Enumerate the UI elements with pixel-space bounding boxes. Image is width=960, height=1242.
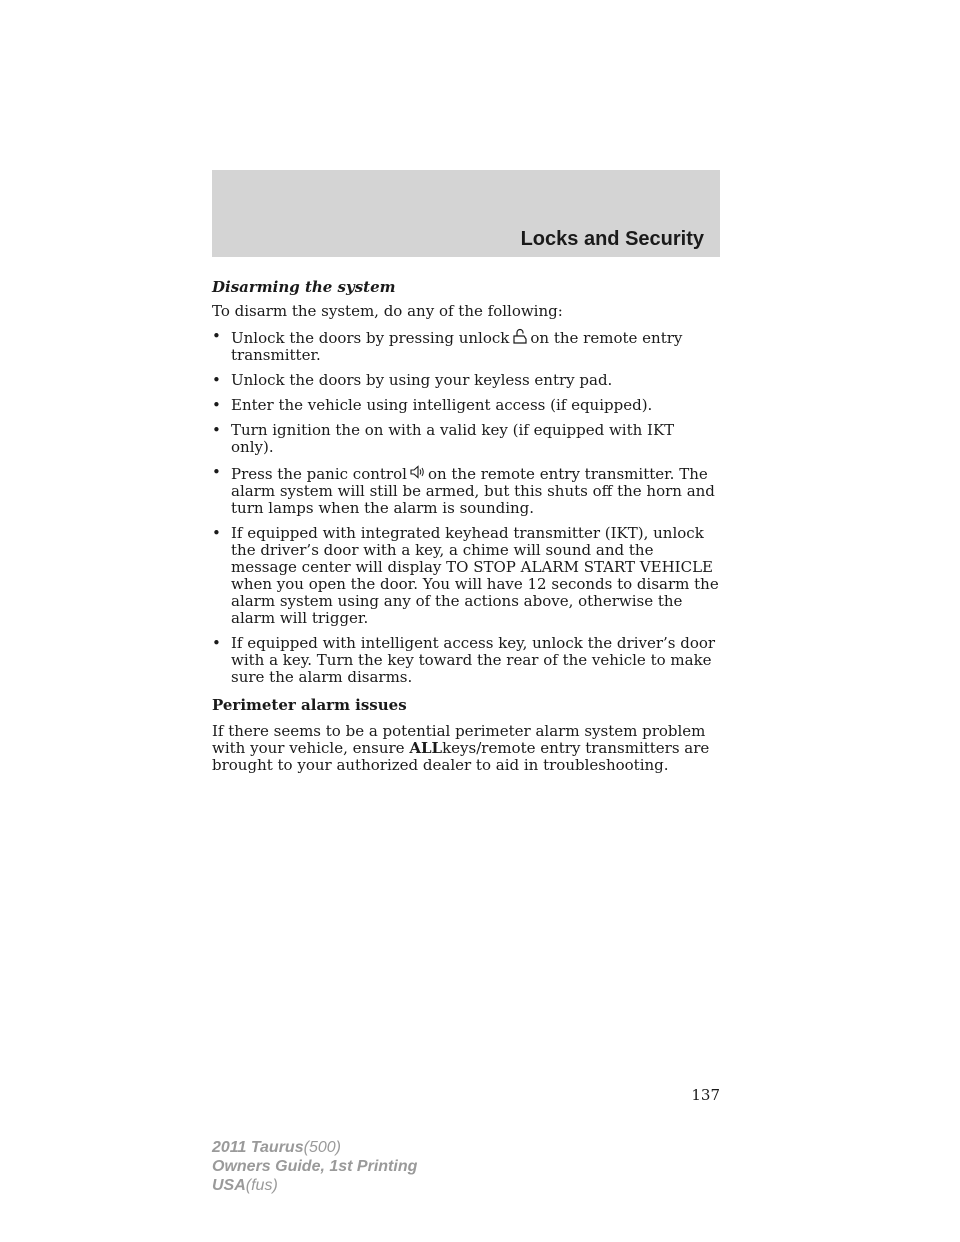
page-content [212, 279, 720, 774]
heading-perimeter-alarm-issues: Perimeter alarm issues [212, 696, 407, 714]
list-item-text: If equipped with integrated keyhead transmitter (IKT), unlock the driver’s door with a key, a chime will sound and the message center will display TO STOP ALARM START VEHICLE when you open the door. You will have 12 seconds to disarm the alarm system using any of the actions above, otherwise the alarm will trigger. [231, 524, 719, 627]
bullet-marker: • [212, 421, 221, 439]
heading-disarming-the-system: Disarming the system [212, 278, 396, 296]
perimeter-paragraph [212, 723, 720, 774]
list-item [212, 397, 720, 414]
page-number: 137 [691, 1086, 720, 1104]
footer-printing: Owners Guide, 1st Printing [212, 1158, 418, 1175]
paragraph-text: If there seems to be a potential perimeter alarm system problem with your vehicle, ensure [212, 722, 706, 757]
list-item-text: on the remote entry transmitter. [231, 329, 683, 364]
section-header-band [212, 170, 720, 257]
list-item-text: Enter the vehicle using intelligent access (if equipped). [231, 396, 653, 414]
bullet-marker: • [212, 524, 221, 542]
list-item-text: Press the panic control [231, 465, 407, 483]
panic-icon [409, 464, 426, 481]
footer-line-model [212, 1138, 417, 1157]
footer-model-code: (500) [303, 1139, 341, 1156]
list-item [212, 372, 720, 389]
footer-market-code: (fus) [245, 1177, 278, 1194]
list-item-text: Turn ignition the on with a valid key (if equipped with IKT only). [231, 421, 675, 456]
unlock-icon [511, 328, 528, 345]
list-item [212, 464, 720, 517]
list-item-text: Unlock the doors by using your keyless entry pad. [231, 371, 613, 389]
bullet-marker: • [212, 634, 221, 652]
footer-market: USA [212, 1177, 246, 1194]
paragraph-text: keys/remote entry transmitters are brought to your authorized dealer to aid in troubleshooting. [212, 739, 710, 774]
footer-model: 2011 Taurus [212, 1139, 304, 1156]
intro-text: To disarm the system, do any of the following: [212, 302, 563, 320]
section-title: Locks and Security [520, 228, 704, 250]
bullet-marker: • [212, 396, 221, 414]
list-item-text: If equipped with intelligent access key, unlock the driver’s door with a key. Turn the key toward the rear of the vehicle to make sure the alarm disarms. [231, 634, 716, 686]
list-item [212, 635, 720, 686]
footer-print-info [212, 1138, 417, 1195]
bullet-marker: • [212, 463, 221, 481]
list-item-text: Unlock the doors by pressing unlock [231, 329, 510, 347]
footer-line-market [212, 1176, 417, 1195]
list-item [212, 422, 720, 456]
list-item [212, 328, 720, 364]
emphasis-all: ALL [409, 739, 443, 757]
footer-line-printing [212, 1157, 417, 1176]
bullet-marker: • [212, 327, 221, 345]
disarm-options-list [212, 328, 720, 686]
list-item [212, 525, 720, 627]
list-item-text: on the remote entry transmitter. The alarm system will still be armed, but this shuts off the horn and turn lamps when the alarm is sounding. [231, 465, 715, 517]
bullet-marker: • [212, 371, 221, 389]
